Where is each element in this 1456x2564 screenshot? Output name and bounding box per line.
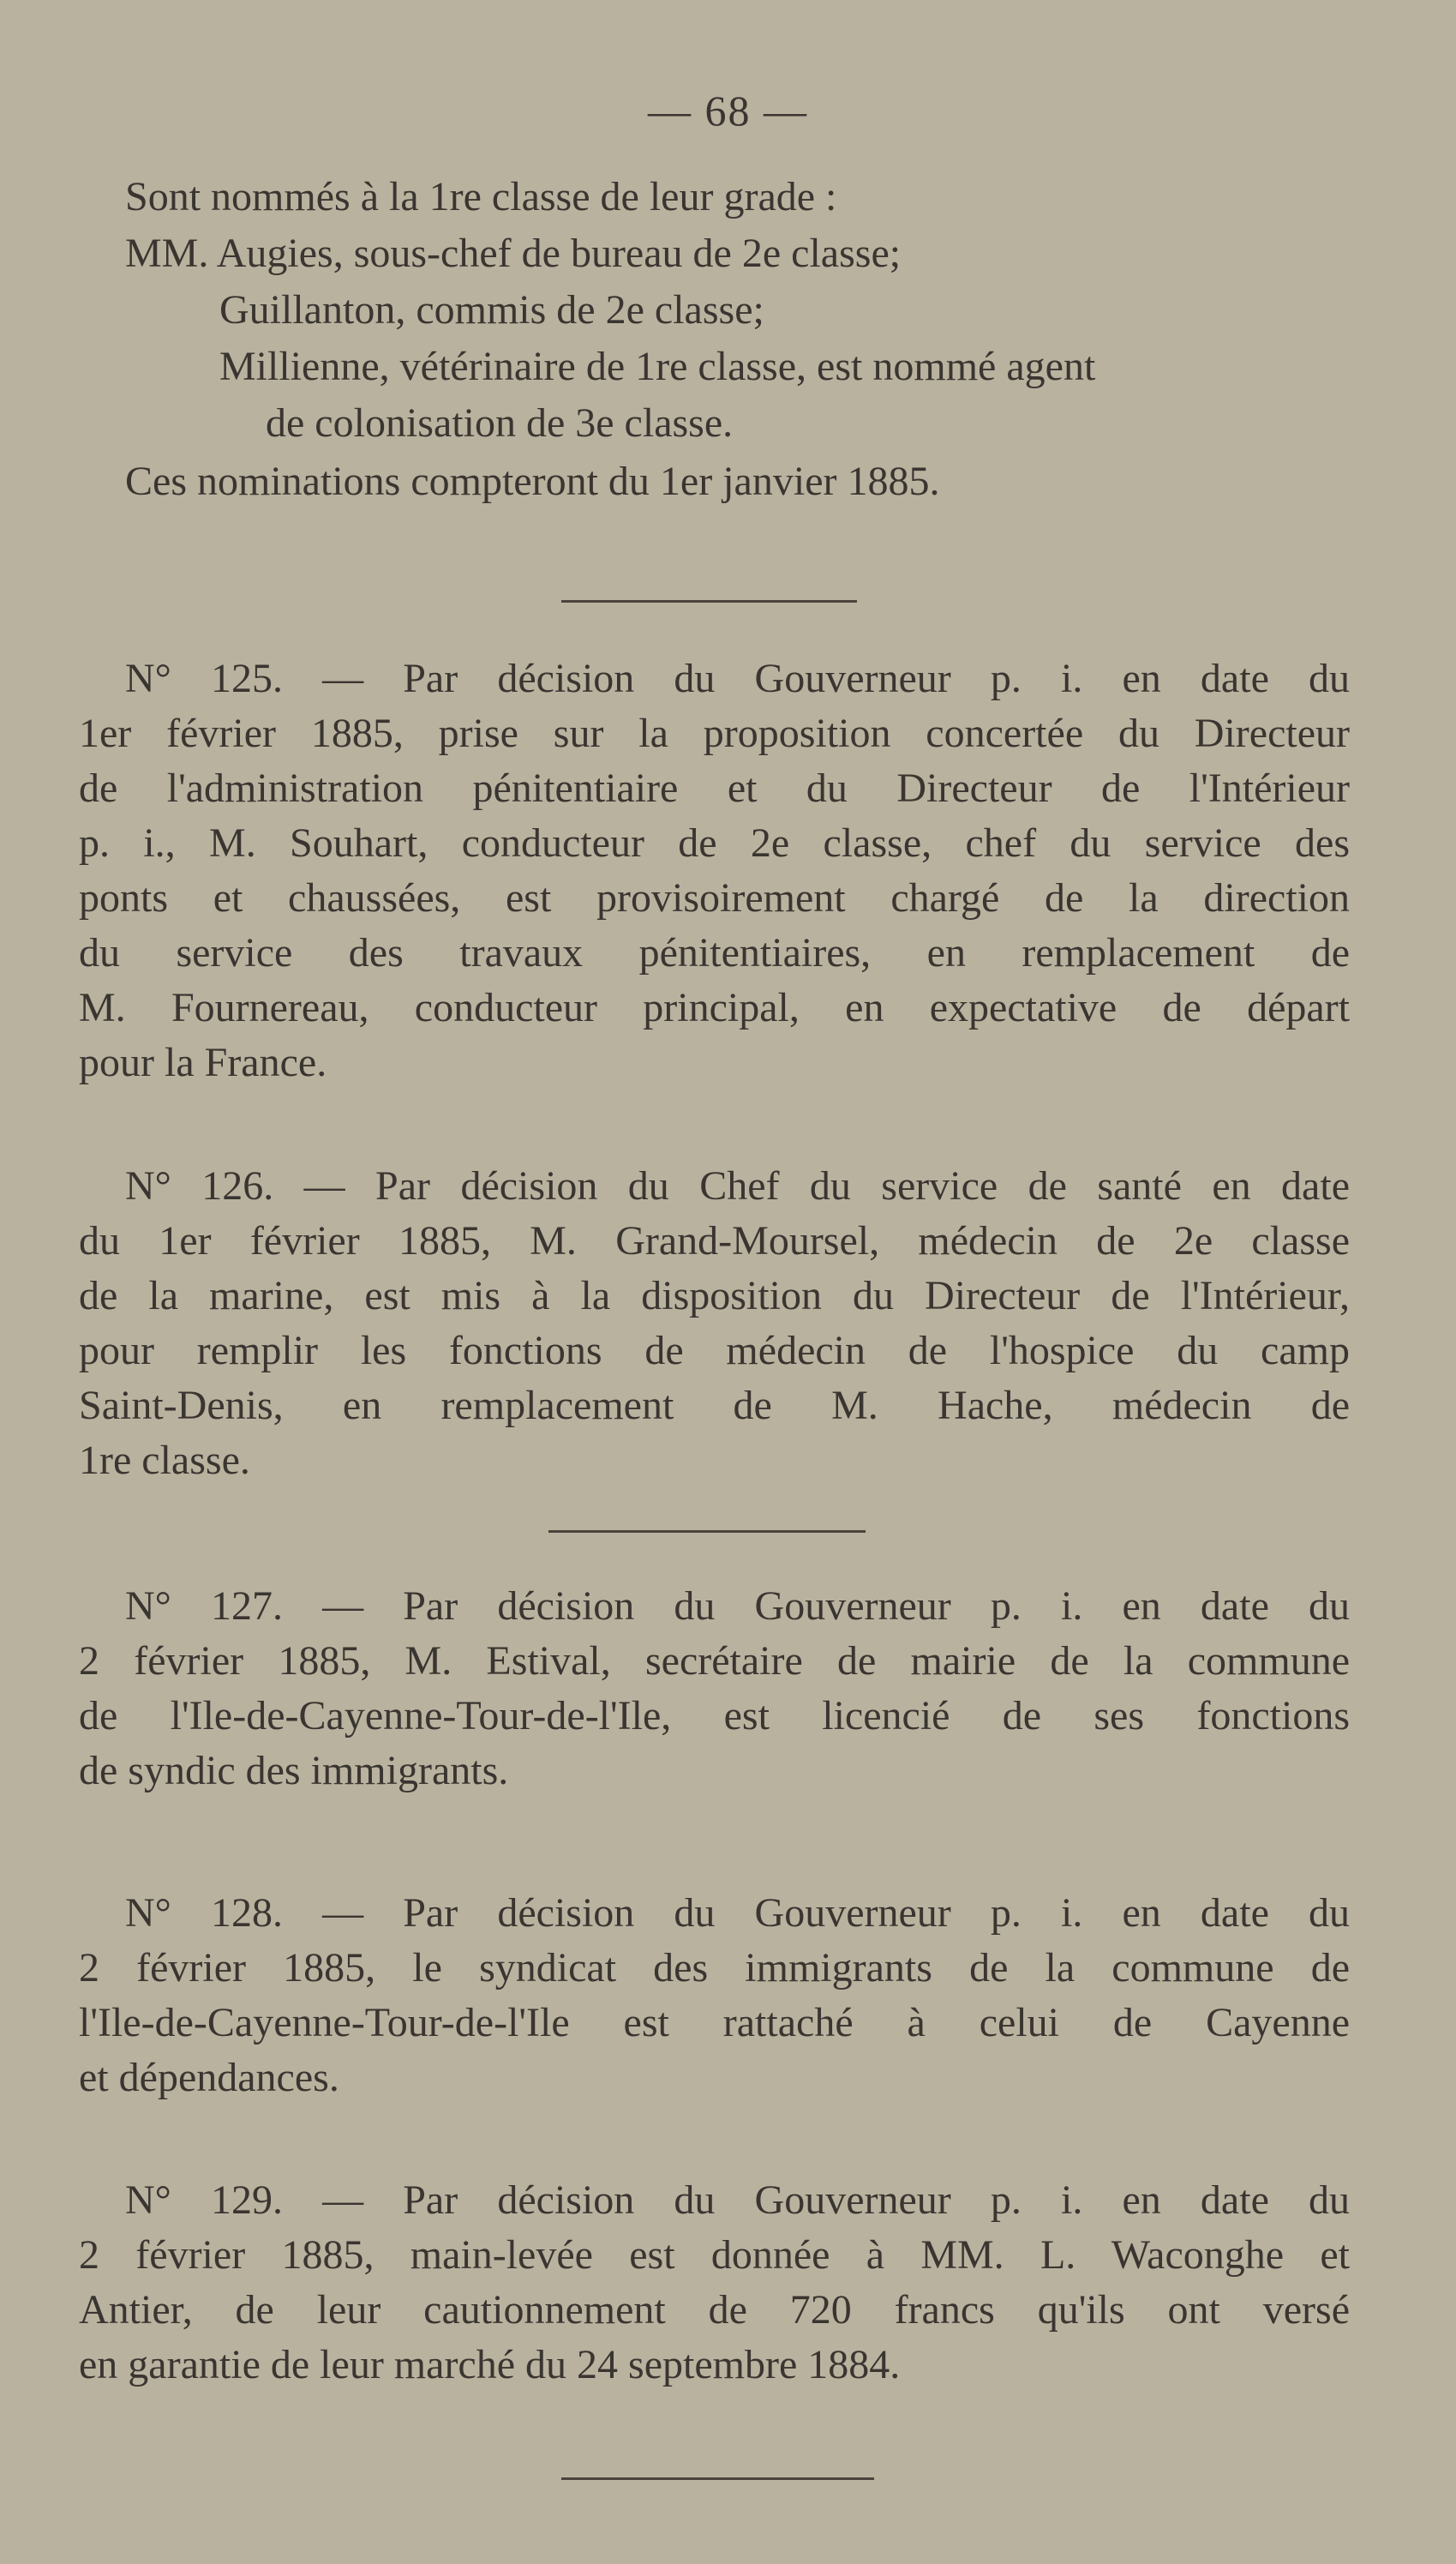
intro-item-millienne-line2: de colonisation de 3e classe.: [266, 400, 734, 446]
decision-line: de syndic des immigrants.: [79, 1748, 509, 1793]
separator-rule: [561, 2477, 874, 2480]
decision-line: N° 129. — Par décision du Gouverneur p. i. en date du: [125, 2177, 1350, 2223]
decision-line: et dépendances.: [79, 2055, 339, 2100]
decision-126: [79, 1159, 1350, 1488]
decision-line: 2 février 1885, le syndicat des immigrants de la commune de: [79, 1945, 1350, 1991]
decision-125: [79, 652, 1350, 1090]
decision-line: M. Fournereau, conducteur principal, en expectative de départ: [79, 985, 1350, 1030]
decision-line: en garantie de leur marché du 24 septembre 1884.: [79, 2342, 901, 2387]
decision-line: 2 février 1885, M. Estival, secrétaire de mairie de la commune: [79, 1638, 1350, 1684]
intro-heading: Sont nommés à la 1re classe de leur grade :: [125, 174, 837, 219]
decision-line: N° 128. — Par décision du Gouverneur p. i. en date du: [125, 1890, 1350, 1936]
intro-closing: Ces nominations compteront du 1er janvier 1885.: [125, 459, 940, 504]
decision-line: du service des travaux pénitentiaires, en remplacement de: [79, 930, 1350, 976]
intro-item-millienne-line1: Millienne, vétérinaire de 1re classe, est nommé agent: [219, 344, 1096, 389]
decision-line: de la marine, est mis à la disposition du Directeur de l'Intérieur,: [79, 1273, 1350, 1318]
decision-line: 2 février 1885, main-levée est donnée à MM. L. Waconghe et: [79, 2232, 1350, 2278]
decision-line: 1er février 1885, prise sur la proposition concertée du Directeur: [79, 711, 1350, 756]
decision-line: de l'administration pénitentiaire et du Directeur de l'Intérieur: [79, 766, 1350, 811]
decision-line: pour la France.: [79, 1040, 327, 1085]
decision-line: p. i., M. Souhart, conducteur de 2e classe, chef du service des: [79, 820, 1350, 866]
page-number: — 68 —: [648, 87, 808, 135]
intro-item-augies: MM. Augies, sous-chef de bureau de 2e classe;: [125, 231, 902, 276]
decision-line: de l'Ile-de-Cayenne-Tour-de-l'Ile, est licencié de ses fonctions: [79, 1693, 1350, 1738]
intro-item-guillanton: Guillanton, commis de 2e classe;: [219, 287, 764, 333]
decision-line: N° 127. — Par décision du Gouverneur p. i. en date du: [125, 1583, 1350, 1629]
separator-rule: [561, 600, 857, 603]
decision-line: l'Ile-de-Cayenne-Tour-de-l'Ile est rattaché à celui de Cayenne: [79, 2000, 1350, 2045]
separator-rule: [548, 1530, 866, 1533]
decision-line: pour remplir les fonctions de médecin de l'hospice du camp: [79, 1328, 1350, 1373]
decision-line: N° 125. — Par décision du Gouverneur p. i. en date du: [125, 656, 1350, 701]
decision-line: Antier, de leur cautionnement de 720 francs qu'ils ont versé: [79, 2287, 1350, 2333]
decision-line: du 1er février 1885, M. Grand-Moursel, médecin de 2e classe: [79, 1218, 1350, 1264]
decision-line: ponts et chaussées, est provisoirement chargé de la direction: [79, 875, 1350, 921]
decision-129: [79, 2173, 1350, 2393]
decision-127: [79, 1579, 1350, 1798]
decision-128: [79, 1886, 1350, 2105]
decision-line: 1re classe.: [79, 1438, 250, 1483]
decision-line: Saint-Denis, en remplacement de M. Hache, médecin de: [79, 1383, 1350, 1428]
decision-line: N° 126. — Par décision du Chef du service de santé en date: [125, 1163, 1350, 1209]
